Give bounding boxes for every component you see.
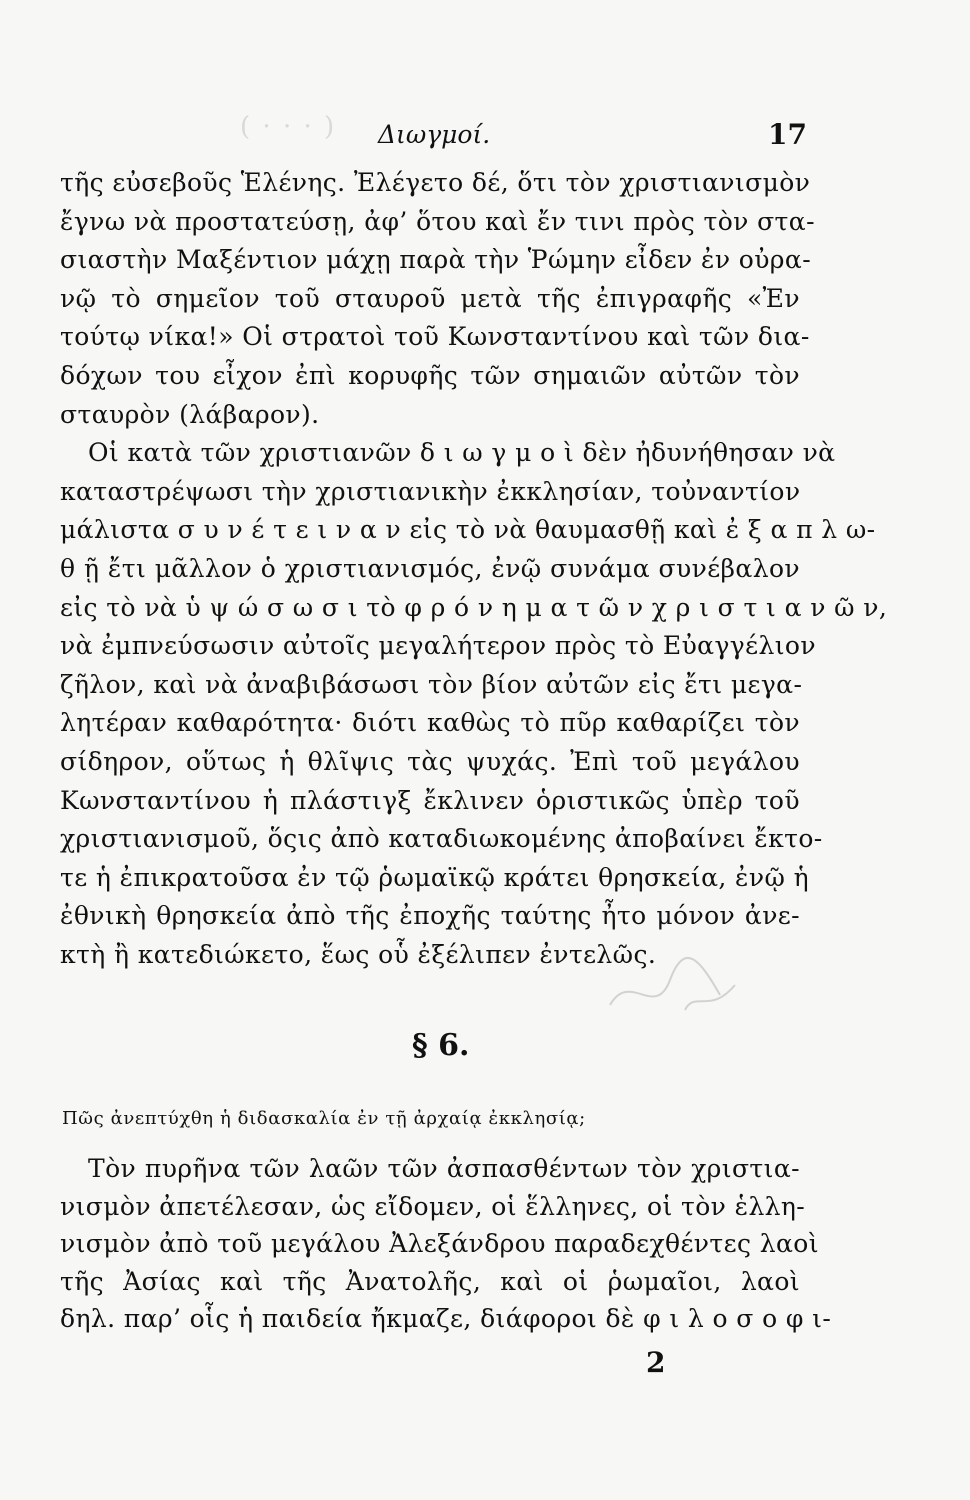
text-line: Οἱ κατὰ τῶν χριστιανῶν δ ι ω γ μ ο ὶ δὲν ἠδυνήθησαν νὰ bbox=[88, 438, 836, 468]
text-line: δηλ. παρ’ οἷς ἡ παιδεία ἤκμαζε, διάφοροι δὲ φ ι λ ο σ ο φ ι- bbox=[60, 1304, 832, 1333]
text-line: λητέραν καθαρότητα· διότι καθὼς τὸ πῦρ καθαρίζει τὸν bbox=[60, 708, 800, 738]
bleed-through-marks: ( · · · ) bbox=[240, 112, 337, 142]
text-line: νισμὸν ἀπὸ τοῦ μεγάλου Ἀλεξάνδρου παραδεχθέντες λαοὶ bbox=[60, 1229, 819, 1258]
paragraph-2 bbox=[60, 434, 888, 974]
page-number: 17 bbox=[768, 118, 807, 151]
text-line: θ ῇ ἔτι μᾶλλον ὁ χριστιανισμός, ἐνῷ συνάμα συνέβαλον bbox=[60, 553, 800, 583]
text-line: σίδηρον, οὕτως ἡ θλῖψις τὰς ψυχάς. Ἐπὶ τοῦ μεγάλου bbox=[60, 746, 800, 776]
text-line: τούτῳ νίκα!» Οἱ στρατοὶ τοῦ Κωνσταντίνου καὶ τῶν δια- bbox=[60, 322, 810, 352]
text-line: κτὴ ἢ κατεδιώκετο, ἕως οὗ ἐξέλιπεν ἐντελῶς. bbox=[60, 939, 657, 969]
signature-mark: 2 bbox=[646, 1346, 666, 1379]
text-line: τῆς εὐσεβοῦς Ἑλένης. Ἐλέγετο δέ, ὅτι τὸν χριστιανισμὸν bbox=[60, 168, 811, 197]
running-head-title: Διωγμοί. bbox=[378, 120, 491, 149]
text-line: δόχων του εἶχον ἐπὶ κορυφῆς τῶν σημαιῶν αὐτῶν τὸν bbox=[60, 360, 800, 390]
text-line: ἐθνικὴ θρησκεία ἀπὸ τῆς ἐποχῆς ταύτης ἦτο μόνον ἀνε- bbox=[60, 901, 800, 931]
text-line: νῷ τὸ σημεῖον τοῦ σταυροῦ μετὰ τῆς ἐπιγραφῆς «Ἐν bbox=[60, 283, 800, 313]
text-line: καταστρέψωσι τὴν χριστιανικὴν ἐκκλησίαν, τοὐναντίον bbox=[60, 476, 801, 506]
text-line: Τὸν πυρῆνα τῶν λαῶν τῶν ἀσπασθέντων τὸν χριστια- bbox=[88, 1154, 800, 1183]
text-line: τῆς Ἀσίας καὶ τῆς Ἀνατολῆς, καὶ οἱ ῥωμαῖοι, λαοὶ bbox=[60, 1266, 800, 1296]
main-text bbox=[60, 164, 888, 974]
pencil-mark bbox=[600, 950, 750, 1030]
text-line: τε ἡ ἐπικρατοῦσα ἐν τῷ ῥωμαϊκῷ κράτει θρησκεία, ἐνῷ ἡ bbox=[60, 862, 809, 892]
text-line: σταυρὸν (λάβαρον). bbox=[60, 399, 320, 429]
text-line: σιαστὴν Μαξέντιον μάχῃ παρὰ τὴν Ῥώμην εἶδεν ἐν οὐρα- bbox=[60, 245, 812, 275]
text-line: νὰ ἐμπνεύσωσιν αὐτοῖς μεγαλήτερον πρὸς τὸ Εὐαγγέλιον bbox=[60, 631, 816, 661]
text-line: ζῆλον, καὶ νὰ ἀναβιβάσωσι τὸν βίον αὐτῶν εἰς ἔτι μεγα- bbox=[60, 669, 803, 699]
section-question: Πῶς ἀνεπτύχθη ἡ διδασκαλία ἐν τῇ ἀρχαίᾳ ἐκκλησίᾳ; bbox=[62, 1108, 586, 1129]
text-line: χριστιανισμοῦ, ὅςις ἀπὸ καταδιωκομένης ἀποβαίνει ἔκτο- bbox=[60, 824, 823, 854]
text-line: μάλιστα σ υ ν έ τ ε ι ν α ν εἰς τὸ νὰ θαυμασθῇ καὶ ἐ ξ α π λ ω- bbox=[60, 515, 876, 545]
text-line: εἰς τὸ νὰ ὑ ψ ώ σ ω σ ι τὸ φ ρ ό ν η μ α τ ῶ ν χ ρ ι σ τ ι α ν ῶ ν, bbox=[60, 592, 888, 622]
section-paragraph bbox=[60, 1150, 832, 1338]
text-line: νισμὸν ἀπετέλεσαν, ὡς εἴδομεν, οἱ ἕλληνες, οἱ τὸν ἑλλη- bbox=[60, 1191, 806, 1221]
text-line: ἔγνω νὰ προστατεύσῃ, ἀφ’ ὅτου καὶ ἔν τινι πρὸς τὸν στα- bbox=[60, 206, 815, 236]
text-line: Κωνσταντίνου ἡ πλάστιγξ ἔκλινεν ὁριστικῶς ὑπὲρ τοῦ bbox=[60, 785, 800, 815]
paragraph-1 bbox=[60, 164, 815, 434]
section-heading: § 6. bbox=[412, 1028, 470, 1063]
